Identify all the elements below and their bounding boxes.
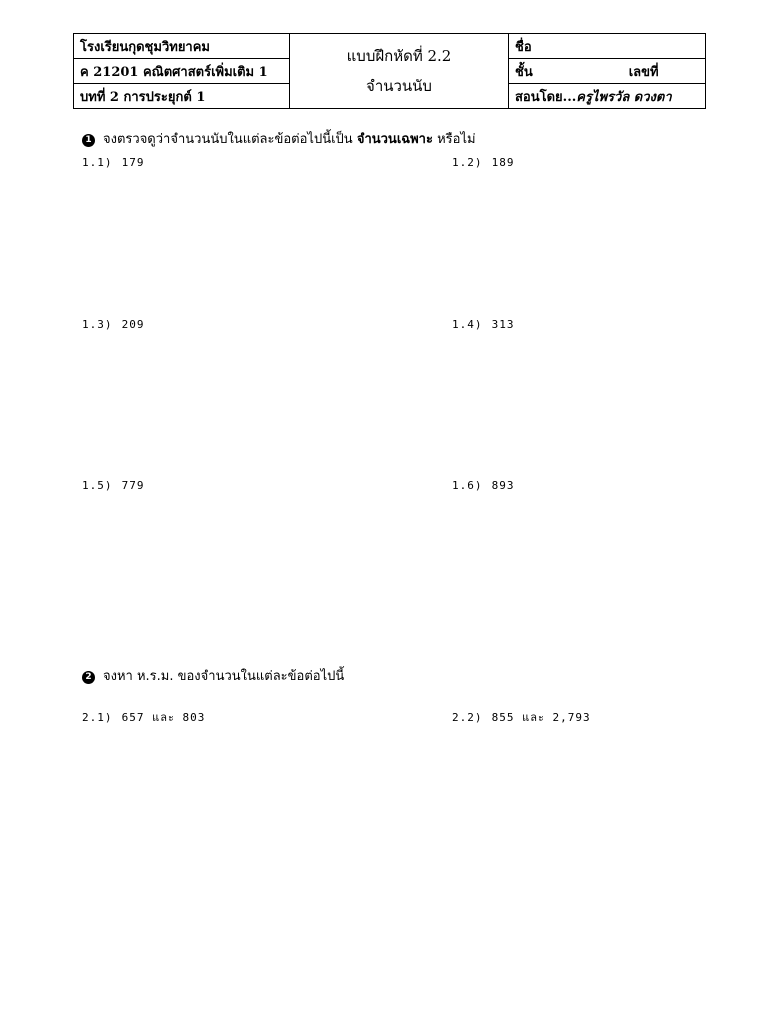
problem-label: 1.5) xyxy=(82,479,113,492)
problem-value: 179 xyxy=(121,156,145,169)
class-number-row xyxy=(509,59,706,84)
section1-bullet-icon: 1 xyxy=(82,134,95,147)
problem-item xyxy=(452,156,515,169)
worksheet-title-line1: แบบฝึกหัดที่ 2.2 xyxy=(346,47,452,65)
section2-instruction-text: จงหา ห.ร.ม. ของจำนวนในแต่ละข้อต่อไปนี้ xyxy=(103,669,345,684)
problem-item xyxy=(82,156,145,169)
problem-item xyxy=(82,318,145,331)
problem-item xyxy=(82,708,205,726)
section1-instruction-text: จงตรวจดูว่าจำนวนนับในแต่ละข้อต่อไปนี้เป็น xyxy=(103,132,357,147)
problem-value: 893 xyxy=(491,479,515,492)
problem-label: 1.6) xyxy=(452,479,483,492)
class-label: ชั้น xyxy=(515,64,533,80)
chapter-label: บทที่ 2 การประยุกต์ 1 xyxy=(74,84,290,109)
problem-item xyxy=(452,318,515,331)
school-name: โรงเรียนกุดชุมวิทยาคม xyxy=(74,34,290,59)
section1-keyword: จำนวนเฉพาะ xyxy=(356,132,433,147)
section1-instruction-end: หรือไม่ xyxy=(432,132,476,147)
student-name-label: ชื่อ xyxy=(509,34,706,59)
problem-label: 1.3) xyxy=(82,318,113,331)
problem-label: 2.1) xyxy=(82,711,113,724)
problem-item xyxy=(82,479,145,492)
worksheet-title xyxy=(290,34,509,109)
problem-value: 313 xyxy=(491,318,515,331)
problem-item xyxy=(452,479,515,492)
problem-value: 209 xyxy=(121,318,145,331)
section2-bullet-icon: 2 xyxy=(82,671,95,684)
worksheet-title-line2: จำนวนนับ xyxy=(366,77,432,95)
teacher-row xyxy=(509,84,706,109)
teacher-name: ครูไพรวัล ดวงตา xyxy=(576,89,672,105)
problem-label: 1.1) xyxy=(82,156,113,169)
number-label: เลขที่ xyxy=(628,64,659,80)
section2-instruction xyxy=(82,665,344,686)
section1-instruction xyxy=(82,128,476,149)
problem-value: 779 xyxy=(121,479,145,492)
problem-value: 189 xyxy=(491,156,515,169)
teacher-prefix: สอนโดย... xyxy=(515,89,577,105)
course-code: ค 21201 คณิตศาสตร์เพิ่มเติม 1 xyxy=(74,59,290,84)
problem-item xyxy=(452,708,591,726)
problem-label: 2.2) xyxy=(452,711,483,724)
problem-label: 1.4) xyxy=(452,318,483,331)
problem-value: 657 และ 803 xyxy=(121,711,206,724)
problem-label: 1.2) xyxy=(452,156,483,169)
header-table xyxy=(73,33,706,109)
problem-value: 855 และ 2,793 xyxy=(491,711,591,724)
